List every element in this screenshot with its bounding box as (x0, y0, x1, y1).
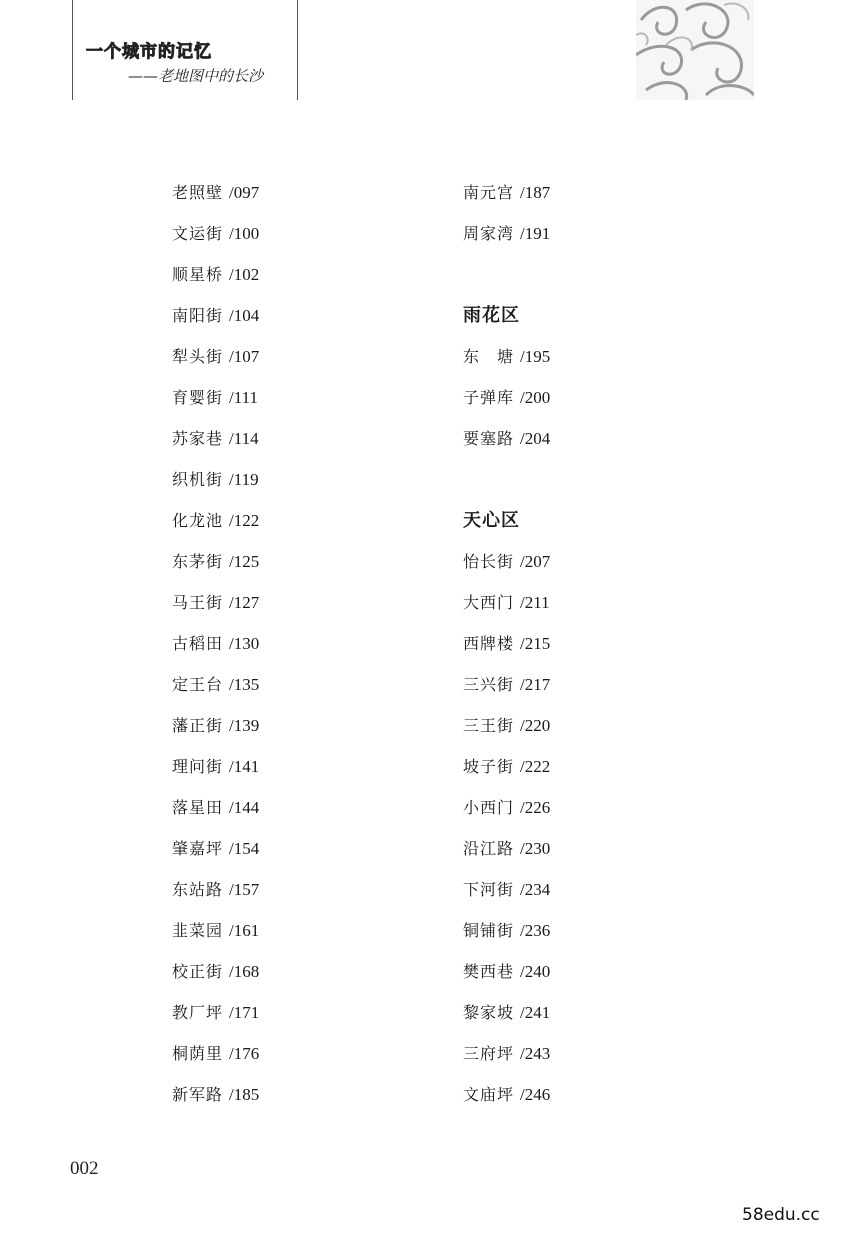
entry-name: 理问街 (172, 757, 224, 776)
entry-page: /234 (520, 880, 551, 899)
toc-entry[interactable] (172, 549, 259, 590)
entry-page: /102 (229, 265, 260, 284)
entry-page: /119 (229, 470, 259, 489)
entry-name: 桐荫里 (172, 1044, 224, 1063)
entry-name: 新军路 (172, 1085, 224, 1104)
entry-name: 大西门 (463, 593, 515, 612)
entry-page: /130 (229, 634, 260, 653)
section-heading-tianxin: 天心区 (463, 510, 520, 531)
entry-page: /243 (520, 1044, 551, 1063)
entry-page: /125 (229, 552, 260, 571)
entry-page: /207 (520, 552, 551, 571)
entry-page: /217 (520, 675, 551, 694)
book-subtitle: ——老地图中的长沙 (128, 67, 264, 85)
toc-entry[interactable] (463, 1000, 550, 1041)
entry-page: /111 (229, 388, 258, 407)
toc-entry[interactable] (172, 631, 259, 672)
section-heading-yuhua: 雨花区 (463, 305, 520, 326)
toc-entry[interactable] (172, 303, 259, 344)
entry-page: /157 (229, 880, 260, 899)
entry-name: 犁头街 (172, 347, 224, 366)
entry-name: 马王街 (172, 593, 224, 612)
toc-entry[interactable] (463, 959, 550, 1000)
entry-page: /236 (520, 921, 551, 940)
entry-page: /187 (520, 183, 551, 202)
entry-page: /097 (229, 183, 260, 202)
entry-page: /141 (229, 757, 260, 776)
entry-name: 古稻田 (172, 634, 224, 653)
header-right-rule (297, 0, 298, 100)
toc-entry[interactable] (172, 877, 259, 918)
entry-page: /139 (229, 716, 260, 735)
entry-page: /185 (229, 1085, 260, 1104)
entry-page: /226 (520, 798, 551, 817)
toc-entry[interactable] (463, 795, 550, 836)
entry-page: /246 (520, 1085, 551, 1104)
toc-entry[interactable] (463, 631, 550, 672)
entry-name: 沿江路 (463, 839, 515, 858)
entry-name: 怡长街 (463, 552, 515, 571)
entry-name: 三府坪 (463, 1044, 515, 1063)
entry-page: /100 (229, 224, 260, 243)
toc-entry[interactable] (463, 918, 550, 959)
toc-right-column (463, 180, 550, 1123)
entry-name: 铜铺街 (463, 921, 515, 940)
toc-entry[interactable] (463, 221, 550, 262)
entry-page: /127 (229, 593, 260, 612)
entry-name: 要塞路 (463, 429, 515, 448)
entry-name: 东站路 (172, 880, 224, 899)
book-title: 一个城市的记忆 (86, 42, 212, 62)
entry-name: 樊西巷 (463, 962, 515, 981)
cloud-ornament-icon (636, 0, 754, 100)
entry-page: /107 (229, 347, 260, 366)
toc-entry[interactable] (463, 590, 550, 631)
entry-name: 文运街 (172, 224, 224, 243)
entry-name: 三王街 (463, 716, 515, 735)
entry-name: 南元宫 (463, 183, 515, 202)
toc-entry[interactable] (463, 836, 550, 877)
entry-name: 坡子街 (463, 757, 515, 776)
entry-name: 藩正街 (172, 716, 224, 735)
entry-page: /176 (229, 1044, 260, 1063)
toc-entry[interactable] (463, 713, 550, 754)
watermark: 58edu.cc (742, 1205, 820, 1225)
entry-name: 化龙池 (172, 511, 224, 530)
toc-entry[interactable] (172, 262, 259, 303)
entry-page: /168 (229, 962, 260, 981)
toc-entry[interactable] (172, 221, 259, 262)
entry-page: /144 (229, 798, 260, 817)
entry-name: 韭菜园 (172, 921, 224, 940)
entry-page: /161 (229, 921, 260, 940)
entry-page: /230 (520, 839, 551, 858)
entry-name: 三兴街 (463, 675, 515, 694)
toc-entry[interactable] (172, 590, 259, 631)
toc-entry[interactable] (172, 795, 259, 836)
entry-page: /195 (520, 347, 551, 366)
entry-page: /171 (229, 1003, 260, 1022)
entry-page: /114 (229, 429, 259, 448)
toc-entry[interactable] (172, 426, 259, 467)
entry-page: /135 (229, 675, 260, 694)
entry-name: 织机街 (172, 470, 224, 489)
toc-entry[interactable] (172, 1041, 259, 1082)
entry-page: /220 (520, 716, 551, 735)
entry-page: /215 (520, 634, 551, 653)
entry-page: /122 (229, 511, 260, 530)
toc-left-column (172, 180, 259, 1123)
entry-page: /204 (520, 429, 551, 448)
toc-entry[interactable] (172, 1000, 259, 1041)
entry-name: 肇嘉坪 (172, 839, 224, 858)
section-spacer (463, 262, 550, 303)
running-header (72, 0, 298, 100)
entry-name: 顺星桥 (172, 265, 224, 284)
entry-name: 教厂坪 (172, 1003, 224, 1022)
entry-name: 子弹库 (463, 388, 515, 407)
section-spacer (463, 467, 550, 508)
toc-entry[interactable] (172, 508, 259, 549)
entry-name: 周家湾 (463, 224, 515, 243)
toc-entry[interactable] (463, 549, 550, 590)
toc-entry[interactable] (172, 672, 259, 713)
entry-name: 文庙坪 (463, 1085, 515, 1104)
entry-page: /191 (520, 224, 551, 243)
header-left-rule (72, 0, 73, 100)
toc-entry[interactable] (172, 754, 259, 795)
entry-name: 定王台 (172, 675, 224, 694)
entry-name: 老照壁 (172, 183, 224, 202)
toc-entry[interactable] (172, 1082, 259, 1123)
toc-entry[interactable] (172, 918, 259, 959)
entry-name: 落星田 (172, 798, 224, 817)
entry-name: 南阳街 (172, 306, 224, 325)
entry-name: 黎家坡 (463, 1003, 515, 1022)
page-number: 002 (70, 1158, 99, 1179)
toc-entry[interactable] (172, 180, 259, 221)
toc-entry[interactable] (463, 344, 550, 385)
toc-entry[interactable] (172, 959, 259, 1000)
entry-name: 下河街 (463, 880, 515, 899)
toc-entry[interactable] (172, 467, 259, 508)
entry-page: /211 (520, 593, 550, 612)
toc-entry[interactable] (463, 754, 550, 795)
toc-entry[interactable] (172, 344, 259, 385)
entry-page: /222 (520, 757, 551, 776)
toc-entry[interactable] (463, 385, 550, 426)
toc-entry[interactable] (463, 672, 550, 713)
entry-page: /104 (229, 306, 260, 325)
entry-name: 小西门 (463, 798, 515, 817)
toc-entry[interactable] (172, 713, 259, 754)
entry-page: /154 (229, 839, 260, 858)
entry-name: 校正街 (172, 962, 224, 981)
toc-entry[interactable] (463, 180, 550, 221)
toc-entry[interactable] (172, 385, 259, 426)
toc-entry[interactable] (463, 1041, 550, 1082)
entry-name: 育婴街 (172, 388, 224, 407)
entry-page: /241 (520, 1003, 551, 1022)
entry-name: 东 塘 (463, 347, 515, 366)
entry-page: /200 (520, 388, 551, 407)
entry-page: /240 (520, 962, 551, 981)
toc-entry[interactable] (172, 836, 259, 877)
toc-entry[interactable] (463, 877, 550, 918)
toc-entry[interactable] (463, 1082, 550, 1123)
toc-entry[interactable] (463, 426, 550, 467)
entry-name: 苏家巷 (172, 429, 224, 448)
entry-name: 东茅街 (172, 552, 224, 571)
entry-name: 西牌楼 (463, 634, 515, 653)
